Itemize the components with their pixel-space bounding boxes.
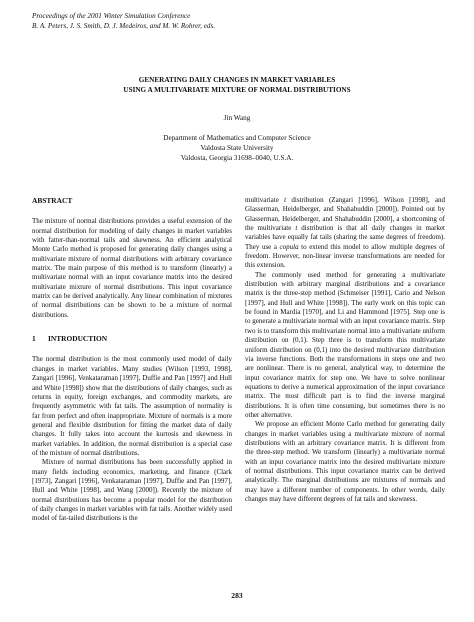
intro-paragraph-1: The normal distribution is the most commonly used model of daily changes in market variables. Many studies (Wilson [1993, 1998], Zangari [1996], Venkataraman [1997], Duffie and Pan [1997] and Hull and White [1998]) show that the distributions of daily changes, such as returns in equity, foreign exchanges, and commodity markets, are frequently asymmetric with fat tails. The assumption of normality is far from perfect and often inappropriate. Mixture of normals is a more general and flexible distribution for fitting the market data of daily changes. It fully takes into account the kurtosis and skewness in market variables. In addition, the normal distribution is a special case of the mixture of normal distributions. — [32, 355, 232, 457]
section-title: INTRODUCTION — [48, 334, 108, 344]
author-affiliation — [0, 133, 474, 163]
right-paragraph-2: The commonly used method for generating a multivariate distribution with arbitrary marginal distributions and a covariance matrix is the three-step method (Schmeiser [1991], Cario and Nelson [1997], and Hull and White [1998]). The early work on this topic can be found in Mardia [1970], and Li and Hammond [1975]. Step one is to generate a multivariate normal with an input covariance matrix. Step two is to transform this multivariate normal into a multivariate uniform distribution on (0,1). Step three is to transform this multivariate uniform distribution on (0,1) into the desired multivariate distribution via inverse functions. Both the transformations in steps one and two are nonlinear. There is no general, analytical way, to determine the input covariance matrix for step one. We have to solve nonlinear equations to derive a numerical approximation of the input covariance matrix. The most difficult part is to find the inverse marginal distributions. It is often time consuming, but sometimes there is no other alternative. — [245, 270, 445, 419]
proceedings-header — [32, 12, 215, 31]
text-run: distribution is that all daily changes in market variables have equally fat tails (sharing the same degrees of freedom). They use a — [245, 224, 445, 251]
author-name: Jin Wang — [223, 114, 251, 122]
section-number: 1 — [32, 334, 36, 344]
italic-t: t — [295, 224, 298, 233]
proceedings-editors: B. A. Peters, J. S. Smith, D. J. Medeiros, and M. W. Rohrer, eds. — [32, 21, 216, 30]
right-paragraph-1 — [245, 196, 445, 271]
text-run: to extend this model to allow multiple degrees of freedom. However, non-linear inverse transformations are needed for this extension. — [245, 242, 446, 270]
intro-paragraph-2: Mixture of normal distributions has been successfully applied in many fields including economics, marketing, and finance (Clark [1973], Zangari [1996], Venkataraman [1997], Duffie and Pan [1997], Hull and White [1998], and Wang [2000]). Recently the mixture of normal distributions has become a popular model for the distribution of daily changes in market variables with fat tails. Another widely used model of fat-tailed distributions is the — [32, 458, 232, 523]
italic-t: t — [284, 196, 287, 204]
page-number: 283 — [231, 591, 243, 600]
section-heading-introduction — [32, 334, 232, 343]
right-paragraph-3: We propose an efficient Monte Carlo method for generating daily changes in market variables using a multivariate mixture of normal distributions with an arbitrary covariance matrix. It is different from the three-step method. We transform (linearly) a multivariate normal with an input covariance matrix into the desired multivariate mixture of normal distributions. This input covariance matrix can be derived analytically. The marginal distributions are mixtures of normals and may have a different number of components. In other words, daily changes may have different degrees of fat tails and skewness. — [245, 420, 445, 503]
italic-copula: copula — [279, 242, 299, 251]
left-column — [32, 196, 232, 524]
abstract-text: The mixture of normal distributions provides a useful extension of the normal distribution for modeling of daily changes in market variables with fatter-than-normal tails and skewness. An efficient analytical Monte Carlo method is proposed for generating daily changes using a multivariate mixture of normal distributions with arbitrary covariance matrix. The main purpose of this method is to transform (linearly) a multivariate normal with an input covariance matrix into the desired multivariate mixture of normal distributions. This input covariance matrix can be derived analytically. Any linear combination of mixtures of normal distributions can be shown to be a mixture of normal distributions. — [32, 217, 232, 319]
affiliation-department: Department of Mathematics and Computer Science — [163, 134, 311, 142]
abstract-heading: ABSTRACT — [32, 196, 73, 205]
text-run: distribution (Zangari [1996], Wilson [1998], and Glasserman, Heidelberger, and Shahabuddin [2000]). Pointed out by Glasserman, Heidelberger, and Shahabuddin [2000], a shortcoming of the multivariate — [245, 196, 445, 233]
text-run: multivariate — [245, 196, 285, 204]
paper-title-line-2: USING A MULTIVARIATE MIXTURE OF NORMAL DISTRIBUTIONS — [123, 86, 351, 94]
right-column — [245, 196, 445, 504]
paper-title — [0, 75, 474, 95]
paper-title-line-1: GENERATING DAILY CHANGES IN MARKET VARIABLES — [138, 76, 336, 84]
proceedings-title: Proceedings of the 2001 Winter Simulation Conference — [32, 12, 191, 20]
affiliation-address: Valdosta, Georgia 31698–0040, U.S.A. — [180, 154, 294, 162]
affiliation-university: Valdosta State University — [200, 144, 274, 152]
